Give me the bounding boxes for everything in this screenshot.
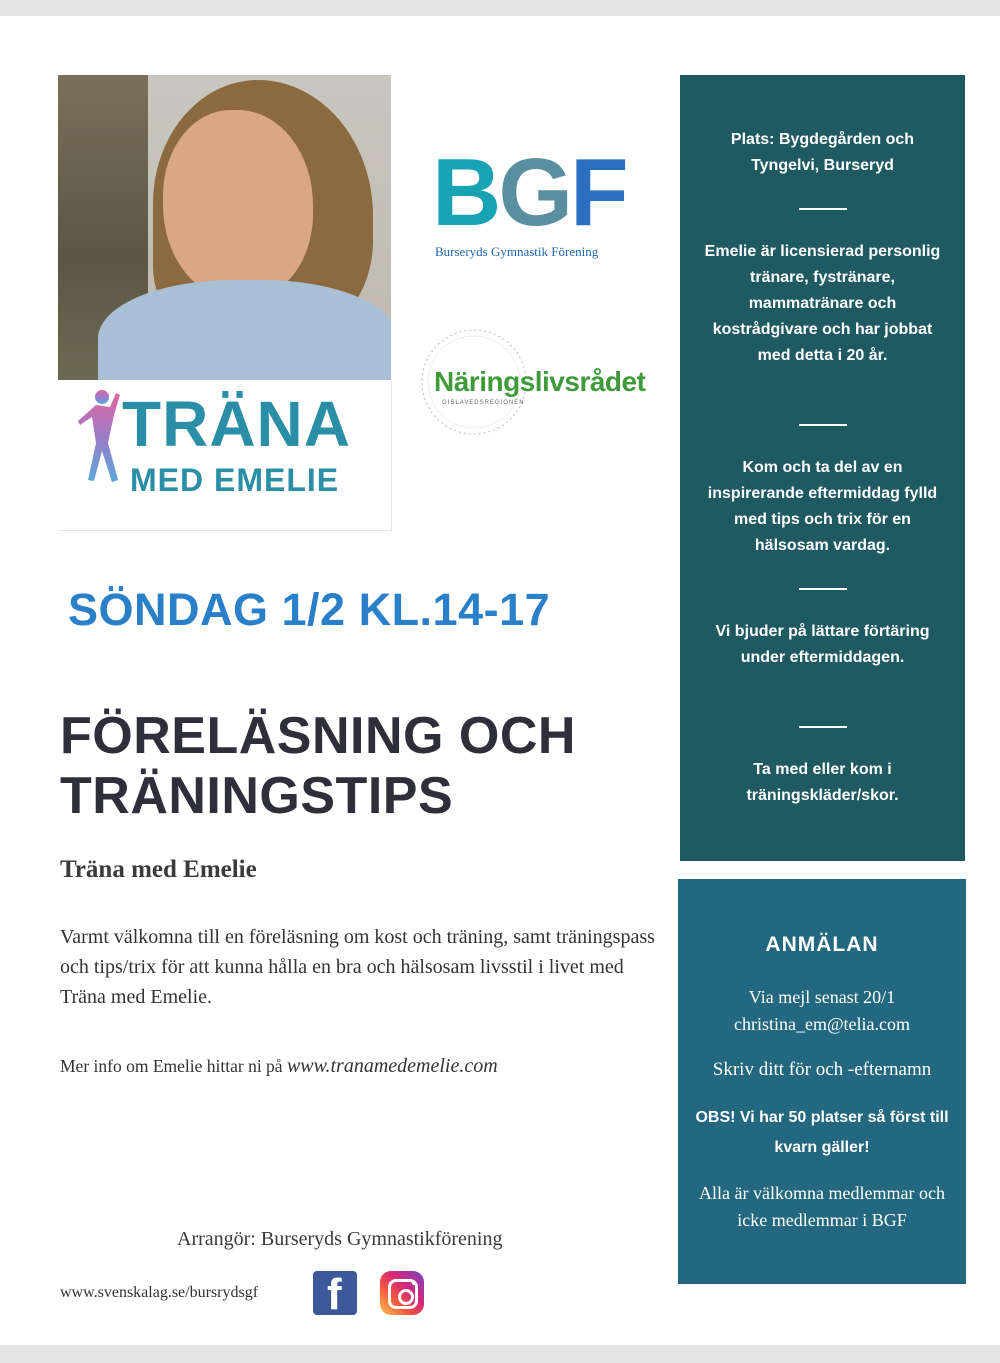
bgf-letter-g: G xyxy=(498,139,570,246)
bgf-subtitle: Burseryds Gymnastik Förening xyxy=(435,244,599,259)
top-margin-bar xyxy=(0,0,1000,16)
registration-email[interactable]: christina_em@telia.com xyxy=(733,1014,911,1034)
event-intro: Varmt välkomna till en föreläsning om kost och träning, samt träningspass och tips/trix för att kunna hålla en bra och hälsosam livsstil i livet med Träna med Emelie. xyxy=(60,926,655,1008)
instagram-lens xyxy=(398,1289,414,1305)
emelie-photo xyxy=(58,75,391,380)
naringslivsradet-logo xyxy=(412,320,652,450)
event-subtitle: Träna med Emelie xyxy=(60,856,257,883)
event-date: SÖNDAG 1/2 KL.14-17 xyxy=(68,584,551,635)
photo-shirt xyxy=(98,280,391,380)
instagram-dot xyxy=(412,1281,416,1285)
facebook-glyph: f xyxy=(327,1271,342,1315)
info-refreshments: Vi bjuder på lättare förtäring under eftermiddagen. xyxy=(715,623,930,666)
bgf-letter-b: B xyxy=(432,139,499,246)
info-divider xyxy=(799,726,847,728)
registration-panel xyxy=(678,879,966,1284)
facebook-icon[interactable] xyxy=(313,1271,357,1315)
logo-title-trana: TRÄNA xyxy=(122,388,351,460)
registration-heading: ANMÄLAN xyxy=(765,933,879,956)
bgf-logo xyxy=(432,139,626,265)
info-panel xyxy=(680,75,965,861)
registration-welcome: Alla är välkomna medlemmar och icke medlemmar i BGF xyxy=(699,1183,945,1230)
bgf-letter-f: F xyxy=(570,139,626,246)
registration-deadline: Via mejl senast 20/1 xyxy=(748,987,896,1007)
bgf-letters xyxy=(432,139,626,246)
emelie-website-link[interactable]: www.tranamedemelie.com xyxy=(286,1055,498,1077)
more-info-text: Mer info om Emelie hittar ni på xyxy=(60,1056,287,1076)
info-place: Plats: Bygdegården och Tyngelvi, Burseryd xyxy=(730,131,915,174)
event-title: FÖRELÄSNING OCH TRÄNINGSTIPS xyxy=(60,707,576,825)
info-about: Emelie är licensierad personlig tränare, fystränare, mammatränare och kostrådgivare och har jobbat med detta i 20 år. xyxy=(704,243,941,364)
trana-med-emelie-logo xyxy=(58,380,392,531)
photo-face xyxy=(163,110,313,300)
registration-name-note: Skriv ditt för och -efternamn xyxy=(712,1059,932,1080)
instagram-icon[interactable] xyxy=(380,1271,424,1315)
athlete-figure-icon xyxy=(68,385,128,505)
naringsliv-subtitle: GISLAVEDSREGIONEN xyxy=(442,400,525,406)
more-info xyxy=(60,1055,498,1078)
club-website-link[interactable]: www.svenskalag.se/bursrydsgf xyxy=(60,1284,259,1301)
info-divider xyxy=(799,588,847,590)
naringsliv-name: Näringslivsrådet xyxy=(434,366,646,397)
info-invite: Kom och ta del av en inspirerande eftermiddag fylld med tips och trix för en hälsosam vardag. xyxy=(707,459,938,554)
info-clothes: Ta med eller kom i träningskläder/skor. xyxy=(746,761,899,804)
info-divider xyxy=(799,208,847,210)
info-divider xyxy=(799,424,847,426)
registration-obs: OBS! Vi har 50 platser så först till kvarn gäller! xyxy=(695,1109,949,1156)
bottom-margin-bar xyxy=(0,1345,1000,1363)
organizer: Arrangör: Burseryds Gymnastikförening xyxy=(177,1228,503,1250)
logo-title-med-emelie: MED EMELIE xyxy=(130,462,340,498)
